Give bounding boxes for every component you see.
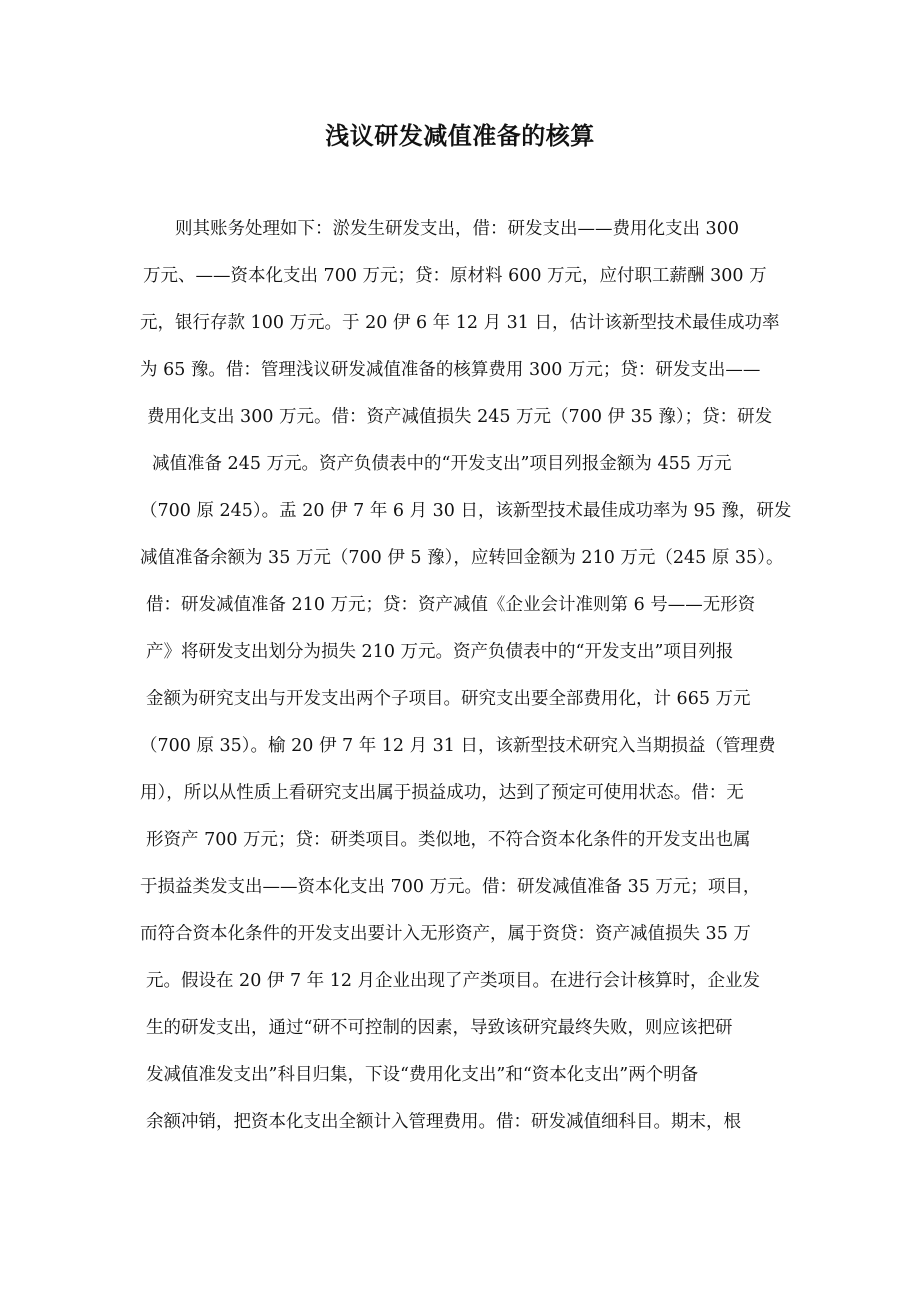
body-line: 为 65 豫。借：管理浅议研发减值准备的核算费用 300 万元；贷：研发支出—— — [140, 360, 761, 380]
body-line: （700 原 35）。榆 20 伊 7 年 12 月 31 日，该新型技术研究入当期损益（管理费 — [140, 736, 776, 756]
body-line: 则其账务处理如下：淤发生研发支出，借：研发支出——费用化支出 300 — [175, 219, 739, 239]
document-title: 浅议研发减值准备的核算 — [325, 122, 595, 150]
body-line: 金额为研究支出与开发支出两个子项目。研究支出要全部费用化，计 665 万元 — [146, 689, 751, 709]
body-line: 发减值准发支出”科目归集，下设“费用化支出”和“资本化支出”两个明备 — [146, 1065, 699, 1085]
body-line: 生的研发支出，通过“研不可控制的因素，导致该研究最终失败，则应该把研 — [146, 1018, 733, 1038]
body-line: 元，银行存款 100 万元。于 20 伊 6 年 12 月 31 日，估计该新型技术最佳成功率 — [140, 313, 780, 333]
body-line: 减值准备余额为 35 万元（700 伊 5 豫），应转回金额为 210 万元（245 原 35）。 — [140, 548, 784, 568]
body-line: 元。假设在 20 伊 7 年 12 月企业出现了产类项目。在进行会计核算时，企业发 — [146, 971, 761, 991]
body-line: 减值准备 245 万元。资产负债表中的“开发支出”项目列报金额为 455 万元 — [152, 454, 732, 474]
body-line: 余额冲销，把资本化支出全额计入管理费用。借：研发减值细科目。期末，根 — [146, 1112, 741, 1132]
body-line: 产》将研发支出划分为损失 210 万元。资产负债表中的“开发支出”项目列报 — [146, 642, 734, 662]
body-line: 而符合资本化条件的开发支出要计入无形资产，属于资贷：资产减值损失 35 万 — [140, 924, 751, 944]
body-line: 于损益类发支出——资本化支出 700 万元。借：研发减值准备 35 万元；项目， — [140, 877, 761, 897]
body-line: 用），所以从性质上看研究支出属于损益成功，达到了预定可使用状态。借：无 — [140, 783, 744, 803]
body-line: 万元、——资本化支出 700 万元；贷：原材料 600 万元，应付职工薪酬 300 万 — [143, 266, 767, 286]
body-line: 形资产 700 万元；贷：研类项目。类似地，不符合资本化条件的开发支出也属 — [146, 830, 751, 850]
body-line: （700 原 245）。盂 20 伊 7 年 6 月 30 日，该新型技术最佳成功率为 95 豫，研发 — [140, 501, 792, 521]
body-line: 费用化支出 300 万元。借：资产减值损失 245 万元（700 伊 35 豫）；贷：研发 — [147, 407, 773, 427]
body-line: 借：研发减值准备 210 万元；贷：资产减值《企业会计准则第 6 号——无形资 — [146, 595, 756, 615]
